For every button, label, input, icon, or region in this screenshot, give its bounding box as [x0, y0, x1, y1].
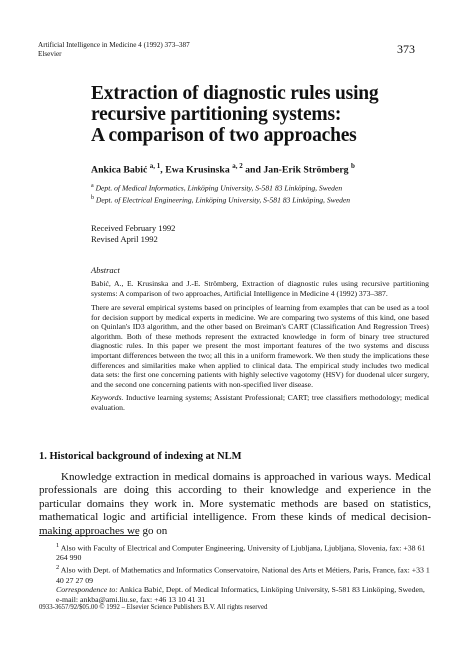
footnote-mark: 2 — [56, 564, 60, 572]
correspondence-label: Correspondence to: — [56, 585, 118, 595]
author-separator: and — [242, 164, 264, 176]
author-name: Ewa Krusinska — [165, 164, 230, 176]
footnotes — [39, 541, 431, 605]
author-list — [91, 162, 355, 175]
page-number: 373 — [397, 42, 415, 56]
footnote-2 — [39, 563, 431, 585]
journal-citation: Artificial Intelligence in Medicine 4 (1992) 373–387 — [38, 41, 190, 49]
author-name: Jan-Erik Strömberg — [263, 164, 349, 176]
paper-title — [91, 83, 421, 146]
revised-date: Revised April 1992 — [91, 233, 158, 244]
title-line-1: Extraction of diagnostic rules using — [91, 83, 379, 104]
submission-dates — [91, 223, 175, 244]
author-superscript: a, 1 — [149, 162, 161, 170]
affiliation-mark: a — [91, 183, 94, 189]
keywords-label: Keywords. — [91, 393, 124, 402]
keywords — [91, 393, 429, 412]
section-body: Knowledge extraction in medical domains is approached in various ways. Medical professionals are doing this according to their knowledge and experience in the particular domains they work in. More systematic methods are based on statistics, mathematical logic and artificial intelligence. From these kinds of medical decision-making approaches we go on — [39, 471, 431, 537]
abstract-body: There are several empirical systems based on principles of learning from examples that can be used as a tool for decision support by medical experts in medicine. We are comparing two systems of this kind, one based on Quinlan's ID3 algorithm, and the other based on Breiman's CART (Classification And Regression Trees) algorithm. Both of these methods represent the extracted knowledge in form of binary tree structured diagnostic rules. In this paper we present the most important features of the two systems and discuss important differences between the two; all this in a uniform framework. We then study the implications these differences and similarities make when applied to clinical data. The empirical study includes two medical data sets: the first one concerning patients with highly selective vagotomy (HSV) for duodenal ulcer surgery, and the second one concerning patients with non-specified liver disease. — [91, 303, 429, 389]
footnote-mark: 1 — [56, 542, 60, 549]
title-line-3: A comparison of two approaches — [91, 125, 357, 146]
author-superscript: a, 2 — [232, 162, 243, 170]
affiliation-a — [91, 181, 431, 194]
author-superscript: b — [351, 162, 355, 170]
footnote-1 — [39, 541, 431, 563]
author-separator: , — [160, 164, 166, 176]
affiliation-text: Dept. of Electrical Engineering, Linköping University, S-581 83 Linköping, Sweden — [95, 195, 351, 205]
title-line-2: recursive partitioning systems: — [91, 104, 342, 125]
footnote-text: Also with Faculty of Electrical and Computer Engineering, University of Ljubljana, Ljubljana, Slovenia, fax: +38 61 264 990 — [56, 543, 426, 563]
abstract-citation: Babić, A., E. Krusinska and J.-E. Strömberg, Extraction of diagnostic rules using recursive partitioning systems: A comparison of two approaches, Artificial Intelligence in Medicine 4 (1992) 373–387. — [91, 279, 429, 298]
received-date: Received February 1992 — [91, 223, 176, 233]
correspondence — [39, 585, 431, 605]
correspondence-text: Ankica Babić, Dept. of Medical Informatics, Linköping University, S-581 83 Linköping, Sweden, e-mail: ankba@ami.liu.se, fax: +46 13 10 41 31 — [56, 585, 425, 605]
author-name: Ankica Babić — [91, 164, 148, 176]
keywords-text: Inductive learning systems; Assistant Professional; CART; tree classifiers methodology; medical evaluation. — [91, 393, 429, 412]
affiliation-mark: b — [91, 195, 94, 201]
journal-info — [38, 41, 190, 59]
copyright-line: 0933-3657/92/$05.00 © 1992 – Elsevier Science Publishers B.V. All rights reserved — [39, 604, 268, 611]
footnote-divider — [39, 535, 139, 536]
section-heading: 1. Historical background of indexing at NLM — [39, 451, 242, 462]
affiliation-text: Dept. of Medical Informatics, Linköping University, S-581 83 Linköping, Sweden — [95, 183, 343, 193]
abstract-heading: Abstract — [91, 265, 120, 275]
footnote-text: Also with Dept. of Mathematics and Informatics Conservatoire, National des Arts et Métiers, Paris, France, fax: +33 1 40 27 27 09 — [56, 565, 430, 585]
publisher: Elsevier — [38, 50, 62, 58]
affiliation-b — [91, 193, 431, 206]
